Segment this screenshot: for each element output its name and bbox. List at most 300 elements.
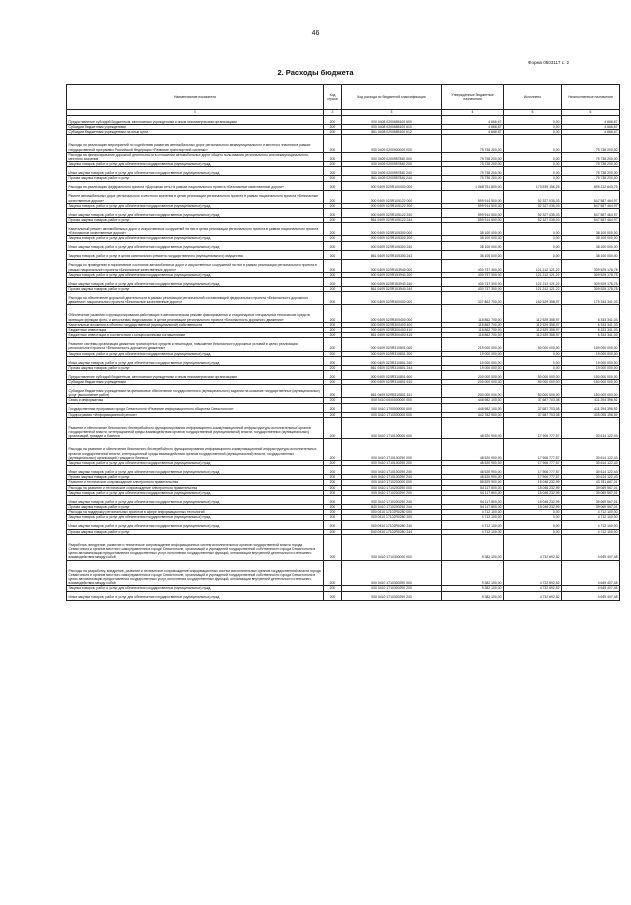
row-approved: 75 738 200,00 <box>442 167 504 176</box>
row-approved: 19 000 000,00 <box>442 356 504 365</box>
row-classification-code: 000 0409 02ЛR310801 610 <box>342 379 442 384</box>
row-approved: 19 000 000,00 <box>442 351 504 356</box>
row-executed: 50 000 000,00 <box>504 379 562 384</box>
row-classification-code: 000 0409 0200957840 200 <box>342 162 442 167</box>
row-executed: 4 732 692,52 <box>504 591 562 600</box>
row-approved: 337 862 700,00 <box>442 292 504 305</box>
row-classification-code: 000 0409 02ЛR105122 200 <box>342 203 442 208</box>
row-executed: 0,00 <box>504 515 562 520</box>
col-number: 5 <box>504 110 562 116</box>
row-unexecuted: 38 100 000,00 <box>562 250 620 259</box>
col-number: 2 <box>324 110 342 116</box>
row-unexecuted: 4 712 100,00 <box>562 515 620 520</box>
row-classification-code: 000 0409 02ЛR300400 400 <box>342 322 442 327</box>
row-approved: 4 666,67 <box>442 125 504 130</box>
row-classification-code: 861 0409 02ЛR105300 243 <box>342 250 442 259</box>
row-unexecuted: 4 712 100,00 <box>562 510 620 515</box>
table-row <box>67 250 620 259</box>
row-classification-code: 000 0409 0200900000 000 <box>342 135 442 152</box>
row-executed: 0,00 <box>504 356 562 365</box>
row-classification-code: 000 0410 0000000000 000 <box>342 398 442 403</box>
row-line-code: 200 <box>324 485 342 490</box>
row-unexecuted: 19 000 000,00 <box>562 356 620 365</box>
row-unexecuted: 411 294 396,92 <box>562 398 620 403</box>
row-name: Закупка товаров, работ и услуг для обеспечения государственных (муниципальных) нужд <box>67 515 324 520</box>
row-unexecuted: 39 069 567,01 <box>562 504 620 509</box>
row-unexecuted: 75 738 200,00 <box>562 162 620 167</box>
row-classification-code: 000 0409 02ЛR300400 410 <box>342 327 442 332</box>
row-line-code: 200 <box>324 504 342 509</box>
row-line-code: 200 <box>324 591 342 600</box>
table-row <box>67 209 620 218</box>
row-executed: 0,00 <box>504 236 562 241</box>
row-unexecuted: 150 000 000,00 <box>562 385 620 398</box>
row-approved: 4 712 100,00 <box>442 510 504 515</box>
row-unexecuted: 411 294 396,92 <box>562 403 620 412</box>
table-row <box>67 466 620 475</box>
row-executed: 15 048 232,99 <box>504 485 562 490</box>
row-line-code: 200 <box>324 370 342 379</box>
row-classification-code: 840 0410 1710200290 244 <box>342 504 442 509</box>
row-line-code: 200 <box>324 135 342 152</box>
form-code: Форма 0503117 с. 2 <box>528 60 569 65</box>
row-unexecuted: 150 000 000,00 <box>562 370 620 379</box>
row-unexecuted: 4 649 407,48 <box>562 560 620 586</box>
row-line-code: 200 <box>324 162 342 167</box>
row-unexecuted: 547 587 464,97 <box>562 203 620 208</box>
row-classification-code: 000 0409 02ЛR105122 000 <box>342 190 442 203</box>
row-line-code: 200 <box>324 480 342 485</box>
row-name: Иные закупки товаров, работ и услуг для обеспечения государственных (муниципальных) нужд <box>67 277 324 286</box>
row-executed: 4 732 692,52 <box>504 586 562 591</box>
row-executed: 0,00 <box>504 125 562 130</box>
row-unexecuted: 30 614 122,43 <box>562 417 620 439</box>
table-row <box>67 223 620 236</box>
row-executed: 0,00 <box>504 162 562 167</box>
row-approved: 4 666,67 <box>442 130 504 135</box>
row-line-code: 200 <box>324 351 342 356</box>
row-classification-code: 000 0409 02ЛR153940 200 <box>342 272 442 277</box>
row-approved: 38 100 000,00 <box>442 236 504 241</box>
row-line-code: 200 <box>324 520 342 529</box>
row-line-code: 200 <box>324 181 342 190</box>
row-line-code: 200 <box>324 277 342 286</box>
row-name: Иные закупки товаров, работ и услуг для обеспечения государственных (муниципальных) нужд <box>67 495 324 504</box>
row-line-code: 200 <box>324 333 342 338</box>
expenses-table <box>66 84 620 601</box>
row-name: Иные закупки товаров, работ и услуг для обеспечения государственных (муниципальных) нужд <box>67 209 324 218</box>
row-line-code: 200 <box>324 338 342 351</box>
row-executed: 50 000 000,00 <box>504 370 562 379</box>
row-line-code: 200 <box>324 152 342 161</box>
row-approved: 200 000 000,00 <box>442 379 504 384</box>
row-classification-code: 000 0410 1710200290 240 <box>342 495 442 504</box>
row-classification-code: 861 0409 0200957840 244 <box>342 176 442 181</box>
row-approved: 430 737 300,00 <box>442 277 504 286</box>
row-classification-code: 000 0410 1710200290 000 <box>342 485 442 490</box>
row-approved: 9 382 100,00 <box>442 591 504 600</box>
row-name: Расходы на развитие и обеспечение безопасного бесперебойного функционирования информационно-коммуникационной инфраструктуры исполнительных органов государственной власти, интеграционной среды взаимодействия органов государственной (муниципальной) власти, государственных (муниципальных) организаций, граждан и бизнеса <box>67 439 324 461</box>
row-line-code: 200 <box>324 475 342 480</box>
row-classification-code: 000 0409 02ЛR105122 240 <box>342 209 442 218</box>
row-approved: 54 117 800,00 <box>442 490 504 495</box>
row-unexecuted: 4 649 407,48 <box>562 586 620 591</box>
row-classification-code: 840 0410 17102R0280 244 <box>342 529 442 534</box>
row-unexecuted: 75 738 200,00 <box>562 152 620 161</box>
row-executed: 112 529 358,97 <box>504 327 562 332</box>
row-unexecuted: 75 738 200,00 <box>562 176 620 181</box>
row-name: Расходы на реализацию федерального проекта «Дорожная сеть» в рамках национального проекта «Безопасные качественные дороги» <box>67 181 324 190</box>
row-approved: 448 982 100,00 <box>442 398 504 403</box>
table-row <box>67 385 620 398</box>
row-approved: 219 000 000,00 <box>442 338 504 351</box>
row-classification-code: 000 0409 02ЛR105300 200 <box>342 236 442 241</box>
row-unexecuted: 4 712 100,00 <box>562 520 620 529</box>
row-classification-code: 000 0408 0200685100 610 <box>342 125 442 130</box>
table-row <box>67 116 620 125</box>
header-row <box>67 85 620 110</box>
row-classification-code: 000 0410 1710300000 000 <box>342 534 442 560</box>
row-executed: 0,00 <box>504 116 562 125</box>
row-unexecuted: 19 000 000,00 <box>562 365 620 370</box>
row-unexecuted: 4 649 407,48 <box>562 534 620 560</box>
row-executed: 52 327 035,03 <box>504 190 562 203</box>
table-row <box>67 167 620 176</box>
row-line-code: 200 <box>324 412 342 417</box>
row-unexecuted: 169 000 000,00 <box>562 338 620 351</box>
row-unexecuted: 309 525 178,78 <box>562 259 620 272</box>
row-name: Расходы на развитие и техническое сопровождение электронного правительства <box>67 485 324 490</box>
row-line-code: 200 <box>324 510 342 515</box>
row-line-code: 200 <box>324 286 342 291</box>
row-unexecuted: 405 095 196,92 <box>562 412 620 417</box>
header-executed: Исполнено <box>504 85 562 110</box>
row-approved: 4 712 100,00 <box>442 515 504 520</box>
row-line-code: 200 <box>324 515 342 520</box>
row-unexecuted: 75 738 200,00 <box>562 135 620 152</box>
row-unexecuted: 547 587 464,97 <box>562 190 620 203</box>
row-unexecuted: 6 333 341,03 <box>562 327 620 332</box>
row-line-code: 200 <box>324 272 342 277</box>
table-row <box>67 305 620 322</box>
row-executed: 112 529 358,97 <box>504 305 562 322</box>
row-executed: 112 529 358,97 <box>504 333 562 338</box>
row-line-code: 200 <box>324 167 342 176</box>
row-approved: 48 520 900,00 <box>442 475 504 480</box>
row-name: Расходы на поддержку региональных проектов в сфере информационных технологий <box>67 510 324 515</box>
row-unexecuted: 6 333 341,03 <box>562 305 620 322</box>
row-executed: 37 687 703,08 <box>504 412 562 417</box>
row-approved: 1 068 751 800,00 <box>442 181 504 190</box>
row-executed: 0,00 <box>504 351 562 356</box>
row-executed: 0,00 <box>504 520 562 529</box>
row-name: Иные закупки товаров, работ и услуг для обеспечения государственных (муниципальных) нужд <box>67 167 324 176</box>
row-name: Закупка товаров, работ и услуг для обеспечения государственных (муниципальных) нужд <box>67 162 324 167</box>
header-line-code: Код строки <box>324 85 342 110</box>
row-name: Подпрограмма «Информационный регион» <box>67 412 324 417</box>
row-name: Закупка товаров, работ и услуг для обеспечения государственных (муниципальных) нужд <box>67 460 324 465</box>
table-row <box>67 259 620 272</box>
row-unexecuted: 309 525 178,78 <box>562 286 620 291</box>
table-row <box>67 520 620 529</box>
row-unexecuted: 75 738 200,00 <box>562 167 620 176</box>
row-line-code: 200 <box>324 560 342 586</box>
row-classification-code: 000 0410 1710200000 000 <box>342 480 442 485</box>
row-line-code: 200 <box>324 209 342 218</box>
row-unexecuted: 547 587 464,97 <box>562 209 620 218</box>
row-name: Закупка товаров, работ и услуг для обеспечения государственных (муниципальных) нужд <box>67 490 324 495</box>
table-row <box>67 152 620 161</box>
row-name: Развитие системы организации движения транспортных средств и пешеходов, повышение безопасности дорожных условий в целях реализации регионального проекта «Безопасность дорожного движения» <box>67 338 324 351</box>
row-executed: 0,00 <box>504 152 562 161</box>
page-title: 2. Расходы бюджета <box>277 68 354 77</box>
row-line-code: 200 <box>324 236 342 241</box>
row-executed: 17 906 777,57 <box>504 466 562 475</box>
row-name: Государственная программа города Севастополя «Развитие информационного общества Севастополя» <box>67 403 324 412</box>
row-classification-code: 000 0409 02ЛR300000 000 <box>342 292 442 305</box>
col-number: 4 <box>442 110 504 116</box>
row-unexecuted: 4 712 100,00 <box>562 529 620 534</box>
row-approved: 54 117 800,00 <box>442 485 504 490</box>
row-classification-code: 000 0409 02ЛR105300 000 <box>342 223 442 236</box>
row-classification-code: 000 0410 1710300290 000 <box>342 560 442 586</box>
row-line-code: 200 <box>324 365 342 370</box>
col-number: 1 <box>67 110 324 116</box>
row-name: Субсидии бюджетным учреждениям <box>67 125 324 130</box>
row-classification-code: 861 0409 02ЛR153940 244 <box>342 286 442 291</box>
row-executed: 121 212 121,22 <box>504 286 562 291</box>
row-name: Предоставление субсидий бюджетным, автономным учреждениям и иным некоммерческим организациям <box>67 116 324 125</box>
row-executed: 15 048 232,99 <box>504 495 562 504</box>
row-line-code: 200 <box>324 292 342 305</box>
row-name: Закупка товаров, работ и услуг для обеспечения государственных (муниципальных) нужд <box>67 203 324 208</box>
row-executed: 0,00 <box>504 365 562 370</box>
row-unexecuted: 38 100 000,00 <box>562 241 620 250</box>
row-classification-code: 000 0410 1710300290 200 <box>342 586 442 591</box>
row-classification-code: 000 0410 1700000000 000 <box>342 403 442 412</box>
table-row <box>67 190 620 203</box>
row-executed: 37 687 703,08 <box>504 403 562 412</box>
row-approved: 118 862 700,00 <box>442 322 504 327</box>
row-approved: 599 914 500,00 <box>442 203 504 208</box>
row-approved: 430 737 300,00 <box>442 259 504 272</box>
row-name: Расходы на разработку, внедрение, развитие и техническое сопровождение информационных систем исполнительных органов государственной власти города Севастополя и органов местного самоуправления в городе Севастополе, организаций и учреждений государственной собственности города Севастополя в целях автоматизации предоставления государственных услуг, исполнения государственных функций, оптимизации внутренней деятельности и внешнего взаимодействия между собой <box>67 560 324 586</box>
table-row <box>67 135 620 152</box>
row-executed: 121 212 121,22 <box>504 259 562 272</box>
row-executed: 37 687 703,08 <box>504 398 562 403</box>
row-approved: 48 520 900,00 <box>442 417 504 439</box>
row-line-code: 200 <box>324 250 342 259</box>
row-classification-code: 000 0410 1710000000 000 <box>342 412 442 417</box>
row-approved: 58 829 900,00 <box>442 480 504 485</box>
row-classification-code: 000 0410 17102R0280 200 <box>342 515 442 520</box>
row-unexecuted: 547 587 464,97 <box>562 218 620 223</box>
row-name: Прочая закупка товаров, работ и услуг <box>67 475 324 480</box>
row-approved: 448 982 100,00 <box>442 403 504 412</box>
row-executed: 15 048 232,99 <box>504 504 562 509</box>
row-executed: 112 529 358,97 <box>504 322 562 327</box>
row-executed: 50 000 000,00 <box>504 385 562 398</box>
row-line-code: 200 <box>324 385 342 398</box>
row-executed: 173 539 156,25 <box>504 181 562 190</box>
row-name: Иные закупки товаров, работ и услуг для обеспечения государственных (муниципальных) нужд <box>67 356 324 365</box>
row-name: Иные закупки товаров, работ и услуг для обеспечения государственных (муниципальных) нужд <box>67 241 324 250</box>
row-name: Расходы по приведению в нормативное состояние автомобильных дорог и искусственных сооружений на них в рамках реализации регионального проекта в рамках национального проекта «Безопасные качественные дороги» <box>67 259 324 272</box>
row-approved: 4 666,67 <box>442 116 504 125</box>
row-approved: 200 000 000,00 <box>442 385 504 398</box>
row-name: Иные закупки товаров, работ и услуг для обеспечения государственных (муниципальных) нужд <box>67 466 324 475</box>
row-classification-code: 861 0409 02ЛR310801 244 <box>342 365 442 370</box>
row-name: Иные закупки товаров, работ и услуг для обеспечения государственных (муниципальных) нужд <box>67 520 324 529</box>
row-unexecuted: 150 000 000,00 <box>562 379 620 384</box>
table-row <box>67 338 620 351</box>
row-name: Развитие и техническое сопровождение электронного правительства <box>67 480 324 485</box>
row-name: Расходы на финансирование дорожной деятельности в отношении автомобильных дорог общего пользования регионального или межмуниципального, местного значения <box>67 152 324 161</box>
row-name: Прочая закупка товаров, работ и услуг <box>67 504 324 509</box>
table-row <box>67 370 620 379</box>
row-executed: 0,00 <box>504 176 562 181</box>
table-row <box>67 403 620 412</box>
row-line-code: 200 <box>324 218 342 223</box>
header-classification-code: Код расхода по бюджетной классификации <box>342 85 442 110</box>
row-approved: 38 100 000,00 <box>442 223 504 236</box>
row-executed: 0,00 <box>504 130 562 135</box>
row-classification-code: 861 0409 02ЛR310801 611 <box>342 385 442 398</box>
table-row <box>67 534 620 560</box>
row-unexecuted: 38 100 000,00 <box>562 223 620 236</box>
row-approved: 54 117 800,00 <box>442 504 504 509</box>
row-line-code: 200 <box>324 305 342 322</box>
table-row <box>67 591 620 600</box>
row-name: Ремонт автомобильных дорог регионального и местного значения в целях реализации регионального проекта в рамках национального проекта «Безопасные качественные дороги» <box>67 190 324 203</box>
row-executed: 0,00 <box>504 167 562 176</box>
row-classification-code: 000 0408 0200685100 600 <box>342 116 442 125</box>
row-classification-code: 000 0409 02ЛR310801 240 <box>342 356 442 365</box>
row-line-code: 200 <box>324 529 342 534</box>
row-name: Бюджетные инвестиции <box>67 327 324 332</box>
row-name: Обеспечение развития и функционирования работающих в автоматическом режиме фиксированных и стационарных специальных технических средств, имеющих функции фото- и киносъемки, видеозаписи, в целях реализации регионального проекта «Безопасность дорожного движения» <box>67 305 324 322</box>
row-executed: 162 529 358,97 <box>504 292 562 305</box>
row-line-code: 200 <box>324 417 342 439</box>
row-approved: 118 862 700,00 <box>442 333 504 338</box>
table-row <box>67 277 620 286</box>
row-classification-code: 000 0409 02ЛR100000 000 <box>342 181 442 190</box>
row-classification-code: 000 0409 02ЛR300400 000 <box>342 305 442 322</box>
row-approved: 200 000 000,00 <box>442 370 504 379</box>
row-classification-code: 000 0410 1710100290 200 <box>342 460 442 465</box>
row-line-code: 200 <box>324 534 342 560</box>
header-approved: Утвержденные бюджетные назначения <box>442 85 504 110</box>
row-unexecuted: 39 069 567,01 <box>562 490 620 495</box>
row-name: Субсидии бюджетным учреждениям на иные цели <box>67 130 324 135</box>
row-approved: 118 862 700,00 <box>442 327 504 332</box>
row-line-code: 200 <box>324 125 342 130</box>
row-line-code: 200 <box>324 176 342 181</box>
row-approved: 75 738 200,00 <box>442 135 504 152</box>
row-approved: 599 914 500,00 <box>442 190 504 203</box>
table-body <box>67 116 620 601</box>
row-name: Бюджетные инвестиции в соответствии с концессионными соглашениями <box>67 333 324 338</box>
row-unexecuted: 38 100 000,00 <box>562 236 620 241</box>
row-executed: 121 212 121,22 <box>504 272 562 277</box>
row-name: Расходы на реализацию мероприятий по содействию развитию автомобильных дорог регионального межмуниципального и местного значения в рамках государственной программы Российской Федерации «Развитие транспортной системы» <box>67 135 324 152</box>
row-unexecuted: 39 069 567,01 <box>562 485 620 490</box>
row-classification-code: 000 0410 1710100000 000 <box>342 417 442 439</box>
row-line-code: 200 <box>324 403 342 412</box>
row-classification-code: 861 0409 02ЛR300400 415 <box>342 333 442 338</box>
row-line-code: 200 <box>324 241 342 250</box>
table-row <box>67 439 620 461</box>
row-approved: 54 117 800,00 <box>442 495 504 504</box>
row-name: Прочая закупка товаров, работ и услуг <box>67 218 324 223</box>
header-name: Наименование показателя <box>67 85 324 110</box>
row-approved: 9 382 100,00 <box>442 534 504 560</box>
row-approved: 48 520 900,00 <box>442 439 504 461</box>
row-approved: 430 737 300,00 <box>442 272 504 277</box>
row-name: Прочая закупка товаров, работ и услуг <box>67 365 324 370</box>
row-executed: 15 048 232,99 <box>504 480 562 485</box>
row-executed: 0,00 <box>504 241 562 250</box>
row-classification-code: 000 0409 02ЛR153940 240 <box>342 277 442 286</box>
row-classification-code: 000 0410 1710100290 000 <box>342 439 442 461</box>
row-unexecuted: 895 212 643,75 <box>562 181 620 190</box>
row-unexecuted: 30 614 122,43 <box>562 439 620 461</box>
row-unexecuted: 309 525 178,78 <box>562 277 620 286</box>
row-name: Закупка товаров, работ и услуг для обеспечения государственных (муниципальных) нужд <box>67 586 324 591</box>
row-approved: 9 382 100,00 <box>442 586 504 591</box>
table-row <box>67 495 620 504</box>
row-line-code: 200 <box>324 327 342 332</box>
row-approved: 48 520 900,00 <box>442 466 504 475</box>
row-executed: 17 906 777,57 <box>504 475 562 480</box>
row-line-code: 200 <box>324 379 342 384</box>
row-executed: 0,00 <box>504 135 562 152</box>
col-number: 3 <box>342 110 442 116</box>
row-executed: 0,00 <box>504 529 562 534</box>
row-classification-code: 000 0409 02ЛR310801 600 <box>342 370 442 379</box>
row-executed: 4 732 692,52 <box>504 534 562 560</box>
row-approved: 75 738 200,00 <box>442 176 504 181</box>
row-name: Закупка товаров, работ и услуг для обеспечения государственных (муниципальных) нужд <box>67 272 324 277</box>
row-executed: 52 327 035,03 <box>504 203 562 208</box>
row-classification-code: 000 0409 0200957840 000 <box>342 152 442 161</box>
row-line-code: 200 <box>324 130 342 135</box>
row-unexecuted: 309 525 178,78 <box>562 272 620 277</box>
row-unexecuted: 6 333 341,03 <box>562 322 620 327</box>
table-row <box>67 417 620 439</box>
row-name: Закупка товаров, работ и услуг для обеспечения государственных (муниципальных) нужд <box>67 351 324 356</box>
row-name: Субсидии бюджетным учреждениям <box>67 379 324 384</box>
row-line-code: 200 <box>324 203 342 208</box>
table-row <box>67 181 620 190</box>
row-line-code: 200 <box>324 490 342 495</box>
row-name: Связь и информатика <box>67 398 324 403</box>
row-name: Капитальный ремонт автомобильных дорог и искусственных сооружений на них в целях реализации регионального проекта в рамках национального проекта «Безопасные качественные дороги» <box>67 223 324 236</box>
row-name: Предоставление субсидий бюджетным, автономным учреждениям и иным некоммерческим организациям <box>67 370 324 379</box>
header-unexecuted: Неисполненные назначения <box>562 85 620 110</box>
row-name: Иные закупки товаров, работ и услуг для обеспечения государственных (муниципальных) нужд <box>67 591 324 600</box>
col-number: 6 <box>562 110 620 116</box>
row-executed: 15 048 232,99 <box>504 490 562 495</box>
row-name: Развитие и обеспечение безопасного бесперебойного функционирования информационно-коммуникационной инфраструктуры исполнительных органов государственной власти, интеграционной среды взаимодействия органов государственной (муниципальной) власти, государственных (муниципальных) организаций, граждан и бизнеса <box>67 417 324 439</box>
row-name: Расходы на обеспечение дорожной деятельности в рамках реализации региональной составляющей федерального проекта «Безопасность дорожного движения» национального проекта «Безопасные качественные дороги» <box>67 292 324 305</box>
row-classification-code: 861 0408 0200685100 612 <box>342 130 442 135</box>
row-classification-code: 000 0410 1710200290 200 <box>342 490 442 495</box>
row-line-code: 200 <box>324 223 342 236</box>
row-executed: 17 906 777,57 <box>504 417 562 439</box>
row-unexecuted: 30 614 122,43 <box>562 466 620 475</box>
row-line-code: 200 <box>324 398 342 403</box>
